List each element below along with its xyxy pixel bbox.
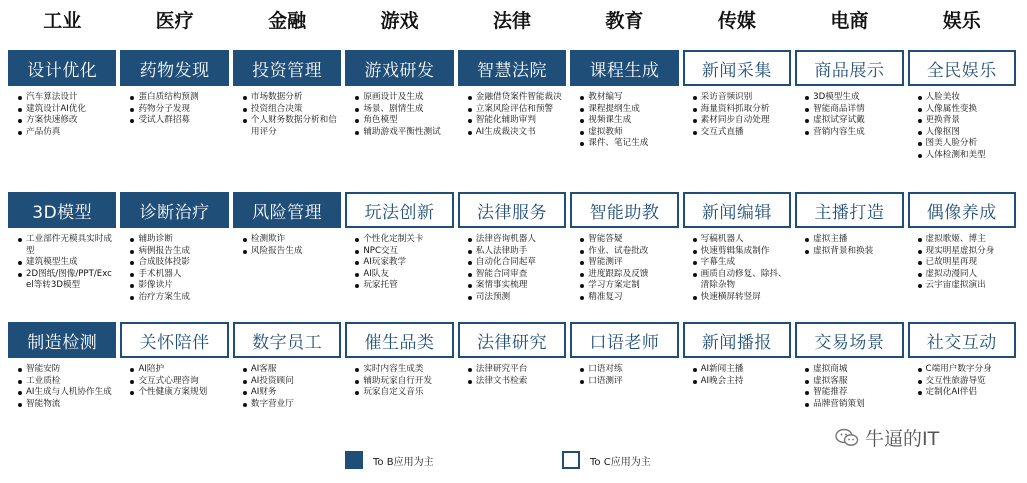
use-case-item: 工业质检 — [18, 376, 112, 388]
use-case-item: 玩家托管 — [355, 280, 449, 292]
use-case-list — [345, 92, 453, 138]
application-cell — [908, 192, 1016, 304]
use-case-item: 营销内容生成 — [805, 127, 899, 139]
use-case-item: 建筑设计AI优化 — [18, 104, 112, 116]
use-case-list — [683, 364, 791, 387]
use-case-item: 智能化辅助审判 — [468, 115, 562, 127]
use-case-list — [120, 234, 228, 304]
use-case-item: 智能合同审查 — [468, 269, 562, 281]
use-case-item: 现实明星虚拟分身 — [918, 246, 1012, 258]
use-case-item: 课件、笔记生成 — [580, 138, 674, 150]
use-case-item: 视频课生成 — [580, 115, 674, 127]
use-case-item: 虚拟教师 — [580, 127, 674, 139]
application-cell — [683, 322, 791, 410]
use-case-item: 司法预测 — [468, 292, 562, 304]
use-case-list — [683, 234, 791, 304]
use-case-item: 智能测评 — [580, 257, 674, 269]
industry-heading: 游戏 — [380, 10, 419, 32]
use-case-list — [795, 92, 903, 138]
use-case-list — [458, 364, 566, 387]
use-case-item: 风险报告生成 — [243, 246, 337, 258]
application-title-box: 主播打造 — [795, 192, 903, 228]
use-case-item: 辅助玩家自行开发 — [355, 376, 449, 388]
use-case-item: 进度跟踪及反馈 — [580, 269, 674, 281]
use-case-list — [908, 92, 1016, 162]
application-title-box: 智慧法院 — [458, 50, 566, 86]
use-case-list — [683, 92, 791, 138]
use-case-list — [795, 364, 903, 410]
application-title-box: 催生品类 — [345, 322, 453, 358]
use-case-item: 课程提纲生成 — [580, 104, 674, 116]
use-case-item: 2D图纸/图像/PPT/Excel等转3D模型 — [18, 269, 112, 292]
use-case-item: 辅助游戏平衡性测试 — [355, 127, 449, 139]
use-case-item: 作业、试卷批改 — [580, 246, 674, 258]
use-case-item: AI投资顾问 — [243, 376, 337, 388]
use-case-item: 云宇宙虚拟演出 — [918, 280, 1012, 292]
use-case-item: 虚拟歌姬、博主 — [918, 234, 1012, 246]
use-case-item: 海量资料抓取分析 — [693, 104, 787, 116]
use-case-item: 交互式直播 — [693, 127, 787, 139]
use-case-item: 实时内容生成类 — [355, 364, 449, 376]
use-case-item: 病例报告生成 — [130, 246, 224, 258]
use-case-item: 人脸美妆 — [918, 92, 1012, 104]
use-case-item: 治疗方案生成 — [130, 292, 224, 304]
use-case-item: 学习方案定制 — [580, 280, 674, 292]
application-cell — [233, 322, 341, 410]
use-case-item: 智能商品详情 — [805, 104, 899, 116]
use-case-item: 影像读片 — [130, 280, 224, 292]
use-case-item: 更换背景 — [918, 115, 1012, 127]
industry-heading: 传媒 — [717, 10, 756, 32]
use-case-item: 自动化合同起草 — [468, 257, 562, 269]
use-case-item: 3D模型生成 — [805, 92, 899, 104]
use-case-item: 受试人群招募 — [130, 115, 224, 127]
watermark — [835, 424, 939, 451]
industry-heading: 金融 — [268, 10, 307, 32]
use-case-item: 金融借贷案件智能裁决 — [468, 92, 562, 104]
application-cell — [120, 322, 228, 410]
use-case-item: 采访音频识别 — [693, 92, 787, 104]
application-cell — [8, 50, 116, 162]
use-case-item: 图美人脸分析 — [918, 138, 1012, 150]
use-case-item: 快速剪辑集成制作 — [693, 246, 787, 258]
use-case-item: 虚拟背景和换装 — [805, 246, 899, 258]
watermark-text: 牛逼的IT — [865, 428, 940, 450]
legend-toc-label: To C应用为主 — [590, 456, 651, 468]
application-title-box: 投资管理 — [233, 50, 341, 86]
use-case-item: AI队友 — [355, 269, 449, 281]
use-case-list — [120, 92, 228, 127]
use-case-item: 市场数据分析 — [243, 92, 337, 104]
use-case-item: 法律咨询机器人 — [468, 234, 562, 246]
use-case-item: 精准复习 — [580, 292, 674, 304]
application-cell — [233, 50, 341, 162]
application-cell — [8, 322, 116, 410]
industry-heading: 娱乐 — [942, 10, 981, 32]
application-cell — [908, 50, 1016, 162]
application-title-box: 商品展示 — [795, 50, 903, 86]
use-case-item: 虚拟主播 — [805, 234, 899, 246]
use-case-item: AI玩家教学 — [355, 257, 449, 269]
application-title-box: 交易场景 — [795, 322, 903, 358]
use-case-list — [570, 234, 678, 304]
application-title-box: 全民娱乐 — [908, 50, 1016, 86]
use-case-list — [233, 92, 341, 138]
use-case-list — [8, 364, 116, 410]
application-title-box: 新闻采集 — [683, 50, 791, 86]
use-case-item: 虚拟试穿试戴 — [805, 115, 899, 127]
use-case-list — [233, 234, 341, 257]
application-title-box: 法律研究 — [458, 322, 566, 358]
application-cell — [908, 322, 1016, 410]
application-cell — [683, 50, 791, 162]
industry-heading: 法律 — [492, 10, 531, 32]
use-case-list — [120, 364, 228, 399]
use-case-item: 交互性旅游导览 — [918, 376, 1012, 388]
application-cell — [458, 50, 566, 162]
use-case-item: 人像抠图 — [918, 127, 1012, 139]
use-case-item: 快速横屏转竖屏 — [693, 292, 787, 304]
use-case-item: 工业部件无模具实时成型 — [18, 234, 112, 257]
use-case-list — [345, 364, 453, 399]
industry-heading: 教育 — [605, 10, 644, 32]
use-case-item: AI生成与人机协作生成 — [18, 387, 112, 399]
use-case-item: 建筑模型生成 — [18, 257, 112, 269]
application-title-box: 社交互动 — [908, 322, 1016, 358]
legend-tob-swatch — [345, 451, 363, 469]
use-case-item: 口语测评 — [580, 376, 674, 388]
use-case-list — [8, 92, 116, 138]
application-title-box: 关怀陪伴 — [120, 322, 228, 358]
use-case-item: AI财务 — [243, 387, 337, 399]
use-case-item: 字幕生成 — [693, 257, 787, 269]
use-case-item: 写稿机器人 — [693, 234, 787, 246]
use-case-item: AI客服 — [243, 364, 337, 376]
use-case-item: 个性化定制关卡 — [355, 234, 449, 246]
application-title-box: 智能助教 — [570, 192, 678, 228]
use-case-item: 智能物流 — [18, 399, 112, 411]
use-case-item: 虚拟商城 — [805, 364, 899, 376]
use-case-item: 玩家自定义音乐 — [355, 387, 449, 399]
legend-tob-label: To B应用为主 — [373, 456, 434, 468]
application-title-box: 法律服务 — [458, 192, 566, 228]
application-title-box: 课程生成 — [570, 50, 678, 86]
use-case-item: 人体检测和美型 — [918, 150, 1012, 162]
application-title-box: 3D模型 — [8, 192, 116, 228]
use-case-item: 交互式心理咨询 — [130, 376, 224, 388]
industry-heading: 电商 — [830, 10, 869, 32]
application-title-box: 风险管理 — [233, 192, 341, 228]
application-cell — [120, 50, 228, 162]
application-title-box: 玩法创新 — [345, 192, 453, 228]
use-case-item: 个人财务数据分析和信用评分 — [243, 115, 337, 138]
use-case-item: 蛋白质结构预测 — [130, 92, 224, 104]
application-title-box: 数字员工 — [233, 322, 341, 358]
use-case-item: 虚拟动漫同人 — [918, 269, 1012, 281]
use-case-item: AI晚会主持 — [693, 376, 787, 388]
use-case-item: 教材编写 — [580, 92, 674, 104]
use-case-item: 汽车算法设计 — [18, 92, 112, 104]
use-case-item: 人像属性变换 — [918, 104, 1012, 116]
application-cell — [345, 192, 453, 304]
legend-tob — [345, 448, 434, 472]
use-case-item: 原画设计及生成 — [355, 92, 449, 104]
use-case-item: 场景、剧情生成 — [355, 104, 449, 116]
legend-toc — [562, 448, 651, 472]
application-title-box: 游戏研发 — [345, 50, 453, 86]
use-case-item: 口语对练 — [580, 364, 674, 376]
application-title-box: 口语老师 — [570, 322, 678, 358]
application-title-box: 新闻编辑 — [683, 192, 791, 228]
use-case-item: 数字营业厅 — [243, 399, 337, 411]
use-case-item: 药物分子发现 — [130, 104, 224, 116]
use-case-list — [570, 364, 678, 387]
application-cell — [120, 192, 228, 304]
use-case-item: 投资组合决策 — [243, 104, 337, 116]
application-cell — [683, 192, 791, 304]
use-case-item: NPC交互 — [355, 246, 449, 258]
industry-header-row — [8, 8, 1016, 34]
use-case-item: 已故明星再现 — [918, 257, 1012, 269]
application-cell — [458, 192, 566, 304]
use-case-list — [233, 364, 341, 410]
industry-heading: 医疗 — [155, 10, 194, 32]
application-cell — [570, 322, 678, 410]
use-case-item: C端用户数字分身 — [918, 364, 1012, 376]
application-cell — [795, 322, 903, 410]
use-case-list — [570, 92, 678, 150]
use-case-item: 虚拟客服 — [805, 376, 899, 388]
use-case-item: 智能安防 — [18, 364, 112, 376]
use-case-item: 案情事实梳理 — [468, 280, 562, 292]
use-case-item: 立案风险评估和预警 — [468, 104, 562, 116]
application-title-box: 偶像养成 — [908, 192, 1016, 228]
use-case-list — [908, 234, 1016, 292]
application-title-box: 设计优化 — [8, 50, 116, 86]
use-case-item: 辅助诊断 — [130, 234, 224, 246]
use-case-item: 智能答疑 — [580, 234, 674, 246]
application-cell — [233, 192, 341, 304]
application-title-box: 诊断治疗 — [120, 192, 228, 228]
use-case-list — [795, 234, 903, 257]
industry-heading: 工业 — [43, 10, 82, 32]
use-case-list — [8, 234, 116, 292]
use-case-item: 法律研究平台 — [468, 364, 562, 376]
application-cell — [795, 50, 903, 162]
use-case-item: 方案快速修改 — [18, 115, 112, 127]
use-case-item: 品牌营销策划 — [805, 399, 899, 411]
app-row-2 — [8, 192, 1016, 304]
use-case-item: 私人法律助手 — [468, 246, 562, 258]
use-case-item: AI新闻主播 — [693, 364, 787, 376]
application-cell — [458, 322, 566, 410]
application-title-box: 药物发现 — [120, 50, 228, 86]
application-title-box: 制造检测 — [8, 322, 116, 358]
application-cell — [570, 192, 678, 304]
application-title-box: 新闻播报 — [683, 322, 791, 358]
app-row-1 — [8, 50, 1016, 162]
use-case-item: 法律文书检索 — [468, 376, 562, 388]
application-cell — [345, 322, 453, 410]
application-cell — [795, 192, 903, 304]
use-case-item: 定制化AI伴侣 — [918, 387, 1012, 399]
application-cell — [345, 50, 453, 162]
use-case-item: 角色模型 — [355, 115, 449, 127]
application-cell — [570, 50, 678, 162]
app-row-3 — [8, 322, 1016, 410]
wechat-icon — [835, 428, 859, 448]
use-case-list — [908, 364, 1016, 399]
legend-toc-swatch — [562, 451, 580, 469]
use-case-item: 合成肢体投影 — [130, 257, 224, 269]
use-case-item: 画质自动修复、除抖、清除杂物 — [693, 269, 787, 292]
use-case-item: 素材同步自动处理 — [693, 115, 787, 127]
use-case-list — [458, 234, 566, 304]
use-case-item: 智能推荐 — [805, 387, 899, 399]
use-case-item: 产品仿真 — [18, 127, 112, 139]
use-case-item: AI陪护 — [130, 364, 224, 376]
use-case-list — [345, 234, 453, 292]
use-case-item: 检测欺诈 — [243, 234, 337, 246]
use-case-list — [458, 92, 566, 138]
use-case-item: AI生成裁决文书 — [468, 127, 562, 139]
application-cell — [8, 192, 116, 304]
use-case-item: 个性健康方案规划 — [130, 387, 224, 399]
use-case-item: 手术机器人 — [130, 269, 224, 281]
